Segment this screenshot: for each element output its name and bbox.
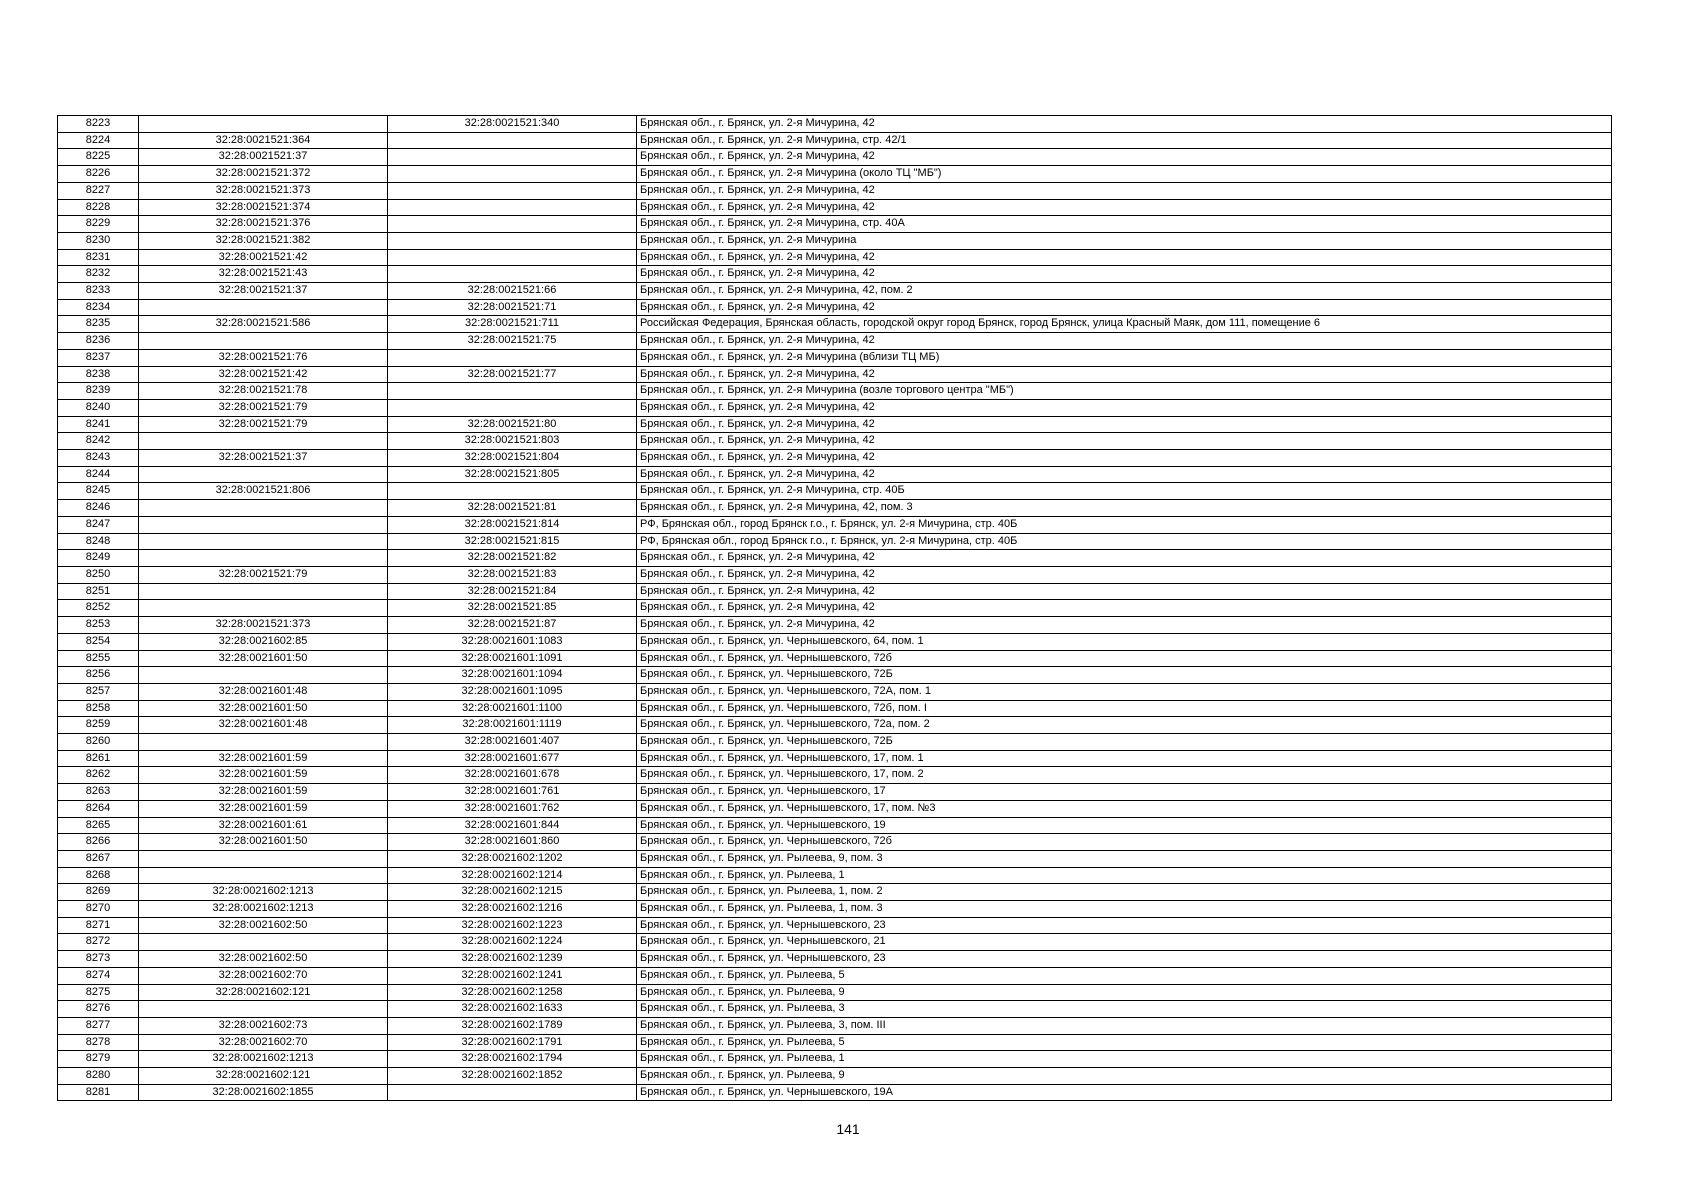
object-cadastral-cell — [388, 132, 637, 149]
land-plot-cadastral-cell: 32:28:0021602:1855 — [139, 1084, 388, 1101]
address-cell: Брянская обл., г. Брянск, ул. Чернышевского, 17, пом. 1 — [637, 750, 1612, 767]
row-number-cell: 8260 — [58, 734, 139, 751]
address-cell: Брянская обл., г. Брянск, ул. Рылеева, 1, пом. 3 — [637, 901, 1612, 918]
land-plot-cadastral-cell: 32:28:0021521:79 — [139, 566, 388, 583]
row-number-cell: 8235 — [58, 316, 139, 333]
table-row — [58, 700, 1612, 717]
land-plot-cadastral-cell: 32:28:0021601:48 — [139, 683, 388, 700]
land-plot-cadastral-cell: 32:28:0021601:59 — [139, 767, 388, 784]
row-number-cell: 8243 — [58, 450, 139, 467]
table-row — [58, 834, 1612, 851]
land-plot-cadastral-cell: 32:28:0021521:382 — [139, 232, 388, 249]
row-number-cell: 8251 — [58, 583, 139, 600]
row-number-cell: 8254 — [58, 633, 139, 650]
table-row — [58, 1068, 1612, 1085]
land-plot-cadastral-cell: 32:28:0021602:50 — [139, 917, 388, 934]
table-row — [58, 299, 1612, 316]
row-number-cell: 8223 — [58, 116, 139, 133]
row-number-cell: 8252 — [58, 600, 139, 617]
object-cadastral-cell: 32:28:0021601:1091 — [388, 650, 637, 667]
address-cell: Брянская обл., г. Брянск, ул. Рылеева, 1 — [637, 1051, 1612, 1068]
table-row — [58, 967, 1612, 984]
row-number-cell: 8278 — [58, 1034, 139, 1051]
row-number-cell: 8264 — [58, 800, 139, 817]
land-plot-cadastral-cell — [139, 934, 388, 951]
table-row — [58, 734, 1612, 751]
address-cell: Брянская обл., г. Брянск, ул. Чернышевского, 23 — [637, 917, 1612, 934]
table-row — [58, 951, 1612, 968]
address-cell: Брянская обл., г. Брянск, ул. Чернышевского, 72б, пом. I — [637, 700, 1612, 717]
object-cadastral-cell: 32:28:0021521:71 — [388, 299, 637, 316]
address-cell: Брянская обл., г. Брянск, ул. 2-я Мичурина, 42 — [637, 416, 1612, 433]
object-cadastral-cell: 32:28:0021521:66 — [388, 283, 637, 300]
object-cadastral-cell — [388, 383, 637, 400]
object-cadastral-cell — [388, 149, 637, 166]
address-cell: Брянская обл., г. Брянск, ул. 2-я Мичурина, 42 — [637, 583, 1612, 600]
table-row — [58, 500, 1612, 517]
row-number-cell: 8272 — [58, 934, 139, 951]
table-row — [58, 633, 1612, 650]
land-plot-cadastral-cell: 32:28:0021602:1213 — [139, 1051, 388, 1068]
row-number-cell: 8234 — [58, 299, 139, 316]
object-cadastral-cell — [388, 1084, 637, 1101]
table-row — [58, 433, 1612, 450]
address-cell: Брянская обл., г. Брянск, ул. 2-я Мичурина, 42 — [637, 566, 1612, 583]
table-row — [58, 1001, 1612, 1018]
row-number-cell: 8242 — [58, 433, 139, 450]
table-row — [58, 750, 1612, 767]
address-cell: Брянская обл., г. Брянск, ул. Рылеева, 3, пом. III — [637, 1017, 1612, 1034]
object-cadastral-cell: 32:28:0021601:1094 — [388, 667, 637, 684]
land-plot-cadastral-cell — [139, 516, 388, 533]
row-number-cell: 8229 — [58, 216, 139, 233]
land-plot-cadastral-cell: 32:28:0021601:50 — [139, 700, 388, 717]
row-number-cell: 8273 — [58, 951, 139, 968]
table-row — [58, 1084, 1612, 1101]
object-cadastral-cell: 32:28:0021521:803 — [388, 433, 637, 450]
address-cell: Брянская обл., г. Брянск, ул. 2-я Мичурина — [637, 232, 1612, 249]
land-plot-cadastral-cell: 32:28:0021521:806 — [139, 483, 388, 500]
row-number-cell: 8280 — [58, 1068, 139, 1085]
table-row — [58, 984, 1612, 1001]
table-row — [58, 784, 1612, 801]
address-cell: Брянская обл., г. Брянск, ул. 2-я Мичурина, 42 — [637, 366, 1612, 383]
table-row — [58, 416, 1612, 433]
land-plot-cadastral-cell — [139, 734, 388, 751]
row-number-cell: 8266 — [58, 834, 139, 851]
address-cell: Брянская обл., г. Брянск, ул. Чернышевского, 23 — [637, 951, 1612, 968]
row-number-cell: 8274 — [58, 967, 139, 984]
row-number-cell: 8269 — [58, 884, 139, 901]
row-number-cell: 8265 — [58, 817, 139, 834]
address-cell: Брянская обл., г. Брянск, ул. 2-я Мичурина, 42 — [637, 116, 1612, 133]
address-cell: Брянская обл., г. Брянск, ул. 2-я Мичурина, 42 — [637, 550, 1612, 567]
row-number-cell: 8245 — [58, 483, 139, 500]
address-cell: Брянская обл., г. Брянск, ул. 2-я Мичурина, 42, пом. 2 — [637, 283, 1612, 300]
row-number-cell: 8232 — [58, 266, 139, 283]
land-plot-cadastral-cell: 32:28:0021521:586 — [139, 316, 388, 333]
table-row — [58, 182, 1612, 199]
land-plot-cadastral-cell — [139, 600, 388, 617]
address-cell: Брянская обл., г. Брянск, ул. Рылеева, 3 — [637, 1001, 1612, 1018]
object-cadastral-cell — [388, 349, 637, 366]
land-plot-cadastral-cell — [139, 466, 388, 483]
object-cadastral-cell: 32:28:0021601:761 — [388, 784, 637, 801]
row-number-cell: 8257 — [58, 683, 139, 700]
address-cell: Брянская обл., г. Брянск, ул. Чернышевского, 72А, пом. 1 — [637, 683, 1612, 700]
address-cell: Брянская обл., г. Брянск, ул. Чернышевского, 17 — [637, 784, 1612, 801]
address-cell: Брянская обл., г. Брянск, ул. 2-я Мичурина, 42 — [637, 182, 1612, 199]
land-plot-cadastral-cell — [139, 333, 388, 350]
row-number-cell: 8279 — [58, 1051, 139, 1068]
object-cadastral-cell: 32:28:0021602:1215 — [388, 884, 637, 901]
land-plot-cadastral-cell: 32:28:0021521:78 — [139, 383, 388, 400]
land-plot-cadastral-cell — [139, 1001, 388, 1018]
land-plot-cadastral-cell: 32:28:0021601:59 — [139, 800, 388, 817]
object-cadastral-cell — [388, 232, 637, 249]
address-cell: Брянская обл., г. Брянск, ул. Рылеева, 9 — [637, 984, 1612, 1001]
object-cadastral-cell — [388, 483, 637, 500]
object-cadastral-cell: 32:28:0021602:1223 — [388, 917, 637, 934]
row-number-cell: 8263 — [58, 784, 139, 801]
address-cell: Брянская обл., г. Брянск, ул. Чернышевского, 17, пом. 2 — [637, 767, 1612, 784]
table-row — [58, 232, 1612, 249]
address-cell: Брянская обл., г. Брянск, ул. Чернышевского, 72б — [637, 650, 1612, 667]
land-plot-cadastral-cell: 32:28:0021521:42 — [139, 366, 388, 383]
row-number-cell: 8248 — [58, 533, 139, 550]
registry-table-container — [57, 115, 1611, 1101]
table-row — [58, 266, 1612, 283]
land-plot-cadastral-cell — [139, 116, 388, 133]
object-cadastral-cell: 32:28:0021602:1794 — [388, 1051, 637, 1068]
land-plot-cadastral-cell: 32:28:0021521:37 — [139, 283, 388, 300]
address-cell: Брянская обл., г. Брянск, ул. 2-я Мичурина, 42 — [637, 249, 1612, 266]
address-cell: Брянская обл., г. Брянск, ул. Чернышевского, 72а, пом. 2 — [637, 717, 1612, 734]
table-row — [58, 884, 1612, 901]
object-cadastral-cell: 32:28:0021601:1095 — [388, 683, 637, 700]
address-cell: Брянская обл., г. Брянск, ул. Рылеева, 9 — [637, 1068, 1612, 1085]
row-number-cell: 8281 — [58, 1084, 139, 1101]
table-row — [58, 349, 1612, 366]
land-plot-cadastral-cell — [139, 583, 388, 600]
row-number-cell: 8259 — [58, 717, 139, 734]
land-plot-cadastral-cell: 32:28:0021521:373 — [139, 617, 388, 634]
object-cadastral-cell — [388, 182, 637, 199]
row-number-cell: 8240 — [58, 399, 139, 416]
object-cadastral-cell: 32:28:0021521:805 — [388, 466, 637, 483]
land-plot-cadastral-cell: 32:28:0021601:50 — [139, 650, 388, 667]
address-cell: Брянская обл., г. Брянск, ул. Чернышевского, 19 — [637, 817, 1612, 834]
address-cell: Брянская обл., г. Брянск, ул. 2-я Мичурина (вблизи ТЦ МБ) — [637, 349, 1612, 366]
row-number-cell: 8228 — [58, 199, 139, 216]
table-row — [58, 399, 1612, 416]
address-cell: Брянская обл., г. Брянск, ул. 2-я Мичурина (возле торгового центра "МБ") — [637, 383, 1612, 400]
address-cell: Брянская обл., г. Брянск, ул. 2-я Мичурина, 42 — [637, 450, 1612, 467]
object-cadastral-cell: 32:28:0021602:1633 — [388, 1001, 637, 1018]
object-cadastral-cell: 32:28:0021521:82 — [388, 550, 637, 567]
row-number-cell: 8268 — [58, 867, 139, 884]
land-plot-cadastral-cell: 32:28:0021521:79 — [139, 416, 388, 433]
land-plot-cadastral-cell — [139, 867, 388, 884]
object-cadastral-cell: 32:28:0021601:762 — [388, 800, 637, 817]
table-row — [58, 1051, 1612, 1068]
row-number-cell: 8270 — [58, 901, 139, 918]
object-cadastral-cell — [388, 199, 637, 216]
land-plot-cadastral-cell: 32:28:0021521:43 — [139, 266, 388, 283]
table-row — [58, 383, 1612, 400]
row-number-cell: 8247 — [58, 516, 139, 533]
row-number-cell: 8225 — [58, 149, 139, 166]
object-cadastral-cell — [388, 249, 637, 266]
land-plot-cadastral-cell — [139, 299, 388, 316]
object-cadastral-cell: 32:28:0021602:1224 — [388, 934, 637, 951]
table-row — [58, 800, 1612, 817]
address-cell: Брянская обл., г. Брянск, ул. 2-я Мичурина, 42 — [637, 617, 1612, 634]
table-row — [58, 466, 1612, 483]
row-number-cell: 8246 — [58, 500, 139, 517]
row-number-cell: 8224 — [58, 132, 139, 149]
address-cell: Брянская обл., г. Брянск, ул. 2-я Мичурина, 42 — [637, 149, 1612, 166]
land-plot-cadastral-cell: 32:28:0021601:59 — [139, 784, 388, 801]
row-number-cell: 8244 — [58, 466, 139, 483]
object-cadastral-cell — [388, 266, 637, 283]
table-row — [58, 901, 1612, 918]
row-number-cell: 8230 — [58, 232, 139, 249]
land-plot-cadastral-cell: 32:28:0021602:121 — [139, 984, 388, 1001]
table-row — [58, 483, 1612, 500]
land-plot-cadastral-cell: 32:28:0021521:364 — [139, 132, 388, 149]
address-cell: Брянская обл., г. Брянск, ул. 2-я Мичурина, 42 — [637, 266, 1612, 283]
object-cadastral-cell: 32:28:0021521:711 — [388, 316, 637, 333]
address-cell: Брянская обл., г. Брянск, ул. 2-я Мичурина (около ТЦ "МБ") — [637, 166, 1612, 183]
table-row — [58, 917, 1612, 934]
table-row — [58, 600, 1612, 617]
land-plot-cadastral-cell: 32:28:0021601:48 — [139, 717, 388, 734]
address-cell: Брянская обл., г. Брянск, ул. 2-я Мичурина, стр. 42/1 — [637, 132, 1612, 149]
land-plot-cadastral-cell: 32:28:0021601:50 — [139, 834, 388, 851]
address-cell: Брянская обл., г. Брянск, ул. Чернышевского, 64, пом. 1 — [637, 633, 1612, 650]
object-cadastral-cell: 32:28:0021602:1791 — [388, 1034, 637, 1051]
object-cadastral-cell: 32:28:0021602:1239 — [388, 951, 637, 968]
address-cell: Брянская обл., г. Брянск, ул. 2-я Мичурина, 42 — [637, 600, 1612, 617]
land-plot-cadastral-cell: 32:28:0021602:121 — [139, 1068, 388, 1085]
object-cadastral-cell: 32:28:0021521:815 — [388, 533, 637, 550]
land-plot-cadastral-cell: 32:28:0021521:79 — [139, 399, 388, 416]
object-cadastral-cell: 32:28:0021601:1083 — [388, 633, 637, 650]
row-number-cell: 8261 — [58, 750, 139, 767]
land-plot-cadastral-cell — [139, 500, 388, 517]
table-row — [58, 667, 1612, 684]
table-row — [58, 316, 1612, 333]
object-cadastral-cell: 32:28:0021521:85 — [388, 600, 637, 617]
address-cell: РФ, Брянская обл., город Брянск г.о., г. Брянск, ул. 2-я Мичурина, стр. 40Б — [637, 533, 1612, 550]
table-row — [58, 767, 1612, 784]
table-row — [58, 650, 1612, 667]
address-cell: Брянская обл., г. Брянск, ул. Чернышевского, 19А — [637, 1084, 1612, 1101]
object-cadastral-cell: 32:28:0021602:1214 — [388, 867, 637, 884]
address-cell: Брянская обл., г. Брянск, ул. Рылеева, 5 — [637, 967, 1612, 984]
object-cadastral-cell: 32:28:0021521:84 — [388, 583, 637, 600]
object-cadastral-cell: 32:28:0021602:1241 — [388, 967, 637, 984]
row-number-cell: 8236 — [58, 333, 139, 350]
table-row — [58, 850, 1612, 867]
table-row — [58, 132, 1612, 149]
land-plot-cadastral-cell: 32:28:0021521:376 — [139, 216, 388, 233]
row-number-cell: 8255 — [58, 650, 139, 667]
page-number: 141 — [836, 1121, 860, 1137]
object-cadastral-cell — [388, 216, 637, 233]
table-row — [58, 516, 1612, 533]
table-row — [58, 166, 1612, 183]
row-number-cell: 8226 — [58, 166, 139, 183]
land-plot-cadastral-cell: 32:28:0021521:37 — [139, 450, 388, 467]
table-row — [58, 333, 1612, 350]
row-number-cell: 8250 — [58, 566, 139, 583]
registry-table-body — [58, 116, 1612, 1101]
row-number-cell: 8237 — [58, 349, 139, 366]
address-cell: Российская Федерация, Брянская область, городской округ город Брянск, город Брянск, улица Красный Маяк, дом 111, помещение 6 — [637, 316, 1612, 333]
row-number-cell: 8249 — [58, 550, 139, 567]
address-cell: Брянская обл., г. Брянск, ул. 2-я Мичурина, 42 — [637, 199, 1612, 216]
row-number-cell: 8271 — [58, 917, 139, 934]
land-plot-cadastral-cell — [139, 850, 388, 867]
land-plot-cadastral-cell: 32:28:0021521:37 — [139, 149, 388, 166]
address-cell: Брянская обл., г. Брянск, ул. Рылеева, 5 — [637, 1034, 1612, 1051]
land-plot-cadastral-cell: 32:28:0021521:373 — [139, 182, 388, 199]
land-plot-cadastral-cell: 32:28:0021521:374 — [139, 199, 388, 216]
address-cell: Брянская обл., г. Брянск, ул. 2-я Мичурина, 42 — [637, 466, 1612, 483]
table-row — [58, 1017, 1612, 1034]
object-cadastral-cell: 32:28:0021601:1119 — [388, 717, 637, 734]
land-plot-cadastral-cell: 32:28:0021602:85 — [139, 633, 388, 650]
land-plot-cadastral-cell: 32:28:0021521:372 — [139, 166, 388, 183]
table-row — [58, 583, 1612, 600]
object-cadastral-cell: 32:28:0021601:407 — [388, 734, 637, 751]
table-row — [58, 149, 1612, 166]
table-row — [58, 249, 1612, 266]
address-cell: Брянская обл., г. Брянск, ул. Чернышевского, 72Б — [637, 667, 1612, 684]
object-cadastral-cell: 32:28:0021521:75 — [388, 333, 637, 350]
object-cadastral-cell: 32:28:0021601:1100 — [388, 700, 637, 717]
row-number-cell: 8276 — [58, 1001, 139, 1018]
table-row — [58, 283, 1612, 300]
object-cadastral-cell: 32:28:0021521:83 — [388, 566, 637, 583]
land-plot-cadastral-cell: 32:28:0021601:61 — [139, 817, 388, 834]
row-number-cell: 8233 — [58, 283, 139, 300]
land-plot-cadastral-cell: 32:28:0021521:42 — [139, 249, 388, 266]
address-cell: Брянская обл., г. Брянск, ул. Чернышевского, 21 — [637, 934, 1612, 951]
land-plot-cadastral-cell: 32:28:0021602:70 — [139, 967, 388, 984]
object-cadastral-cell: 32:28:0021521:80 — [388, 416, 637, 433]
table-row — [58, 450, 1612, 467]
row-number-cell: 8231 — [58, 249, 139, 266]
table-row — [58, 717, 1612, 734]
address-cell: Брянская обл., г. Брянск, ул. Чернышевского, 72б — [637, 834, 1612, 851]
object-cadastral-cell: 32:28:0021521:804 — [388, 450, 637, 467]
address-cell: Брянская обл., г. Брянск, ул. 2-я Мичурина, стр. 40А — [637, 216, 1612, 233]
land-plot-cadastral-cell: 32:28:0021602:70 — [139, 1034, 388, 1051]
object-cadastral-cell — [388, 399, 637, 416]
row-number-cell: 8256 — [58, 667, 139, 684]
address-cell: Брянская обл., г. Брянск, ул. 2-я Мичурина, 42, пом. 3 — [637, 500, 1612, 517]
object-cadastral-cell: 32:28:0021602:1852 — [388, 1068, 637, 1085]
object-cadastral-cell: 32:28:0021521:814 — [388, 516, 637, 533]
address-cell: РФ, Брянская обл., город Брянск г.о., г. Брянск, ул. 2-я Мичурина, стр. 40Б — [637, 516, 1612, 533]
address-cell: Брянская обл., г. Брянск, ул. 2-я Мичурина, 42 — [637, 299, 1612, 316]
row-number-cell: 8239 — [58, 383, 139, 400]
object-cadastral-cell: 32:28:0021602:1216 — [388, 901, 637, 918]
land-plot-cadastral-cell: 32:28:0021602:73 — [139, 1017, 388, 1034]
land-plot-cadastral-cell: 32:28:0021601:59 — [139, 750, 388, 767]
table-row — [58, 817, 1612, 834]
address-cell: Брянская обл., г. Брянск, ул. 2-я Мичурина, 42 — [637, 433, 1612, 450]
address-cell: Брянская обл., г. Брянск, ул. 2-я Мичурина, 42 — [637, 333, 1612, 350]
object-cadastral-cell — [388, 166, 637, 183]
row-number-cell: 8253 — [58, 617, 139, 634]
address-cell: Брянская обл., г. Брянск, ул. Чернышевского, 17, пом. №3 — [637, 800, 1612, 817]
table-row — [58, 366, 1612, 383]
object-cadastral-cell: 32:28:0021521:77 — [388, 366, 637, 383]
object-cadastral-cell: 32:28:0021601:844 — [388, 817, 637, 834]
row-number-cell: 8238 — [58, 366, 139, 383]
land-plot-cadastral-cell: 32:28:0021602:50 — [139, 951, 388, 968]
table-row — [58, 216, 1612, 233]
address-cell: Брянская обл., г. Брянск, ул. 2-я Мичурина, 42 — [637, 399, 1612, 416]
table-row — [58, 867, 1612, 884]
table-row — [58, 566, 1612, 583]
object-cadastral-cell: 32:28:0021602:1202 — [388, 850, 637, 867]
row-number-cell: 8262 — [58, 767, 139, 784]
row-number-cell: 8241 — [58, 416, 139, 433]
object-cadastral-cell: 32:28:0021601:678 — [388, 767, 637, 784]
object-cadastral-cell: 32:28:0021521:81 — [388, 500, 637, 517]
object-cadastral-cell: 32:28:0021602:1789 — [388, 1017, 637, 1034]
table-row — [58, 683, 1612, 700]
object-cadastral-cell: 32:28:0021521:340 — [388, 116, 637, 133]
land-plot-cadastral-cell — [139, 550, 388, 567]
registry-table — [57, 115, 1612, 1101]
object-cadastral-cell: 32:28:0021521:87 — [388, 617, 637, 634]
address-cell: Брянская обл., г. Брянск, ул. Рылеева, 1 — [637, 867, 1612, 884]
land-plot-cadastral-cell: 32:28:0021602:1213 — [139, 901, 388, 918]
table-row — [58, 617, 1612, 634]
land-plot-cadastral-cell: 32:28:0021521:76 — [139, 349, 388, 366]
table-row — [58, 199, 1612, 216]
row-number-cell: 8275 — [58, 984, 139, 1001]
table-row — [58, 533, 1612, 550]
table-row — [58, 116, 1612, 133]
address-cell: Брянская обл., г. Брянск, ул. Чернышевского, 72Б — [637, 734, 1612, 751]
address-cell: Брянская обл., г. Брянск, ул. 2-я Мичурина, стр. 40Б — [637, 483, 1612, 500]
row-number-cell: 8258 — [58, 700, 139, 717]
address-cell: Брянская обл., г. Брянск, ул. Рылеева, 1, пом. 2 — [637, 884, 1612, 901]
land-plot-cadastral-cell: 32:28:0021602:1213 — [139, 884, 388, 901]
row-number-cell: 8227 — [58, 182, 139, 199]
address-cell: Брянская обл., г. Брянск, ул. Рылеева, 9, пом. 3 — [637, 850, 1612, 867]
table-row — [58, 550, 1612, 567]
land-plot-cadastral-cell — [139, 433, 388, 450]
row-number-cell: 8277 — [58, 1017, 139, 1034]
object-cadastral-cell: 32:28:0021601:860 — [388, 834, 637, 851]
row-number-cell: 8267 — [58, 850, 139, 867]
object-cadastral-cell: 32:28:0021602:1258 — [388, 984, 637, 1001]
land-plot-cadastral-cell — [139, 667, 388, 684]
object-cadastral-cell: 32:28:0021601:677 — [388, 750, 637, 767]
land-plot-cadastral-cell — [139, 533, 388, 550]
table-row — [58, 934, 1612, 951]
table-row — [58, 1034, 1612, 1051]
